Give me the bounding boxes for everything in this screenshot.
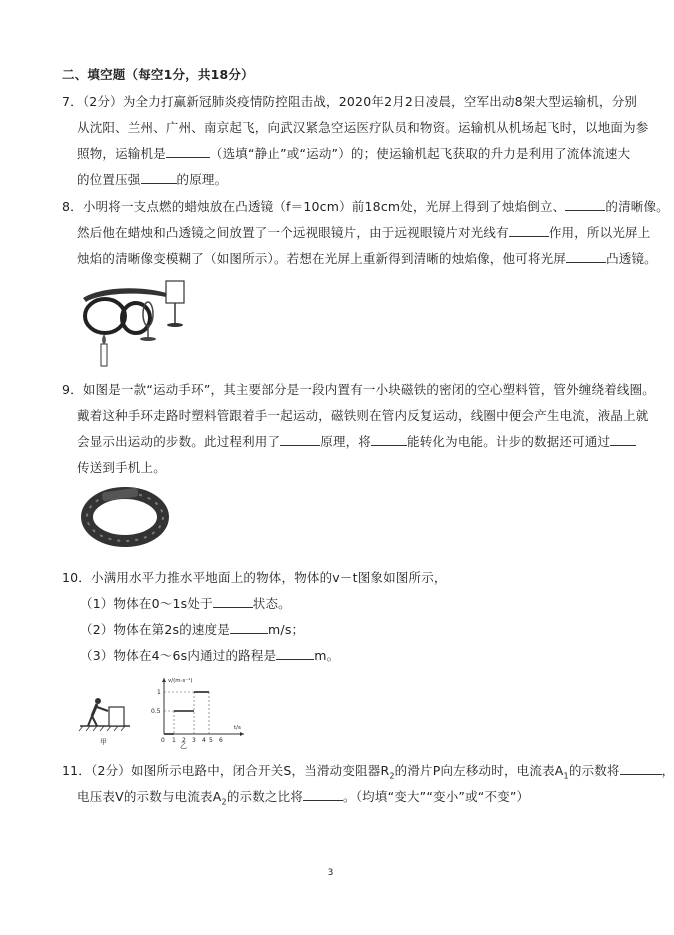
q8-line-1 [62,198,669,216]
q11-text: 11．（2分）如图所示电路中，闭合开关S，当滑动变阻器R [62,763,390,778]
q8-blank-3[interactable] [566,250,606,263]
q8-blank-2[interactable] [509,224,549,237]
q9-blank-1[interactable] [280,433,320,446]
x-axis-label: t/s [234,725,241,731]
candle [101,344,107,366]
q11-blank-2[interactable] [303,788,343,801]
q11-text: 电压表V的示数与电流表A [77,789,222,804]
q11-subscript: 1 [563,771,569,781]
q9-text: 会显示出运动的步数。此过程利用了 [77,434,281,449]
q11-subscript: 2 [221,797,227,807]
q9-wristband-figure [80,483,170,551]
q11-line-2 [77,788,529,812]
q10-text: （1）物体在0～1s处于 [80,596,213,611]
q10-text: m。 [314,648,340,663]
q8-text: 然后他在蜡烛和凸透镜之间放置了一个远视眼镜片，由于远视眼镜片对光线有 [77,225,509,240]
y-axis-label: v/(m·s⁻¹) [168,678,193,684]
q9-blank-3[interactable] [610,433,636,446]
q9-line-3 [77,433,636,451]
q10-text: （3）物体在4～6s内通过的路程是 [80,648,277,663]
x-tick-6: 6 [219,737,223,744]
y-tick-1: 1 [157,689,161,696]
q11-text: ， [661,763,674,778]
q8-text: 的清晰像。 [605,199,669,214]
q7-line-1: 7．（2分）为全力打赢新冠肺炎疫情防控阻击战，2020年2月2日凌晨，空军出动8架大型运输机，分别 [62,94,638,109]
q8-line-2 [77,224,650,242]
q11-text: 。（均填“变大”“变小”或“不变”） [343,789,530,804]
q7-line-4 [77,171,227,189]
q7-text: 照物，运输机是 [77,146,166,161]
q9-line-2: 戴着这种手环走路时塑料管跟着手一起运动，磁铁则在管内反复运动，线圈中便会产生电流，液晶上就 [77,408,649,423]
x-tick-2: 2 [182,737,186,744]
q7-blank-1[interactable] [166,145,210,158]
x-tick-3: 3 [192,737,196,744]
q11-text: 的示数将 [568,763,620,778]
q7-line-3 [77,145,630,163]
q11-text: 的示数之比将 [226,789,304,804]
figure-label-jia: 甲 [100,738,107,746]
q7-blank-2[interactable] [141,171,177,184]
q8-text: 作用，所以光屏上 [548,225,651,240]
q10-blank-3[interactable] [276,647,314,660]
q11-text: 的滑片P向左移动时，电流表A [394,763,564,778]
q9-blank-2[interactable] [371,433,407,446]
q8-text: 烛焰的清晰像变模糊了（如图所示）。若想在光屏上重新得到清晰的烛焰像，他可将光屏 [77,251,567,266]
q10-line-1: 10．小满用水平力推水平地面上的物体，物体的v－t图象如图所示， [62,570,447,585]
q8-text: 8．小明将一支点燃的蜡烛放在凸透镜（f＝10cm）前18cm处，光屏上得到了烛焰倒立、 [62,199,566,214]
pushed-box [109,707,124,726]
y-tick-0-5: 0.5 [151,708,161,715]
q10-text: （2）物体在第2s的速度是 [80,622,231,637]
x-tick-0: 0 [161,737,165,744]
section-title: 二、填空题（每空1分，共18分） [62,67,254,82]
figure-label-yi: 乙 [180,742,187,750]
q11-subscript: 2 [389,771,395,781]
flame-icon [102,334,106,344]
q9-line-1: 9．如图是一款“运动手环”，其主要部分是一段内置有一小块磁铁的密闭的空心塑料管，管外缠绕着线圈。 [62,382,656,397]
q10-text: 状态。 [252,596,291,611]
glasses-lens-left [85,299,125,333]
page-number: 3 [327,868,334,878]
q9-text: 能转化为电能。计步的数据还可通过 [407,434,611,449]
q10-part-1 [80,595,291,613]
q11-line-1 [62,762,674,786]
person-pushing-icon [88,698,108,726]
q9-line-4: 传送到手机上。 [77,460,166,475]
q7-text: 的原理。 [176,172,228,187]
q8-lens-figure [78,276,198,370]
x-tick-1: 1 [172,737,176,744]
q10-blank-2[interactable] [230,621,268,634]
q8-blank-1[interactable] [565,198,605,211]
q9-text: 原理，将 [320,434,372,449]
q7-line-2: 从沈阳、兰州、广州、南京起飞，向武汉紧急空运医疗队员和物资。运输机从机场起飞时，以地面为参 [77,120,649,135]
q11-blank-1[interactable] [620,762,662,775]
x-tick-4: 4 [202,737,206,744]
light-screen [166,281,184,303]
q7-text: （选填“静止”或“运动”）的；使运输机起飞获取的升力是利用了流体流速大 [209,146,631,161]
q8-text: 凸透镜。 [606,251,657,266]
q10-part-3 [80,647,339,665]
q10-blank-1[interactable] [213,595,253,608]
q7-text: 的位置压强 [77,172,141,187]
q10-vt-figure [78,674,248,748]
q10-part-2 [80,621,304,639]
vt-graph [151,677,244,750]
q8-line-3 [77,250,657,268]
q10-text: m/s； [268,622,305,637]
x-tick-5: 5 [209,737,213,744]
